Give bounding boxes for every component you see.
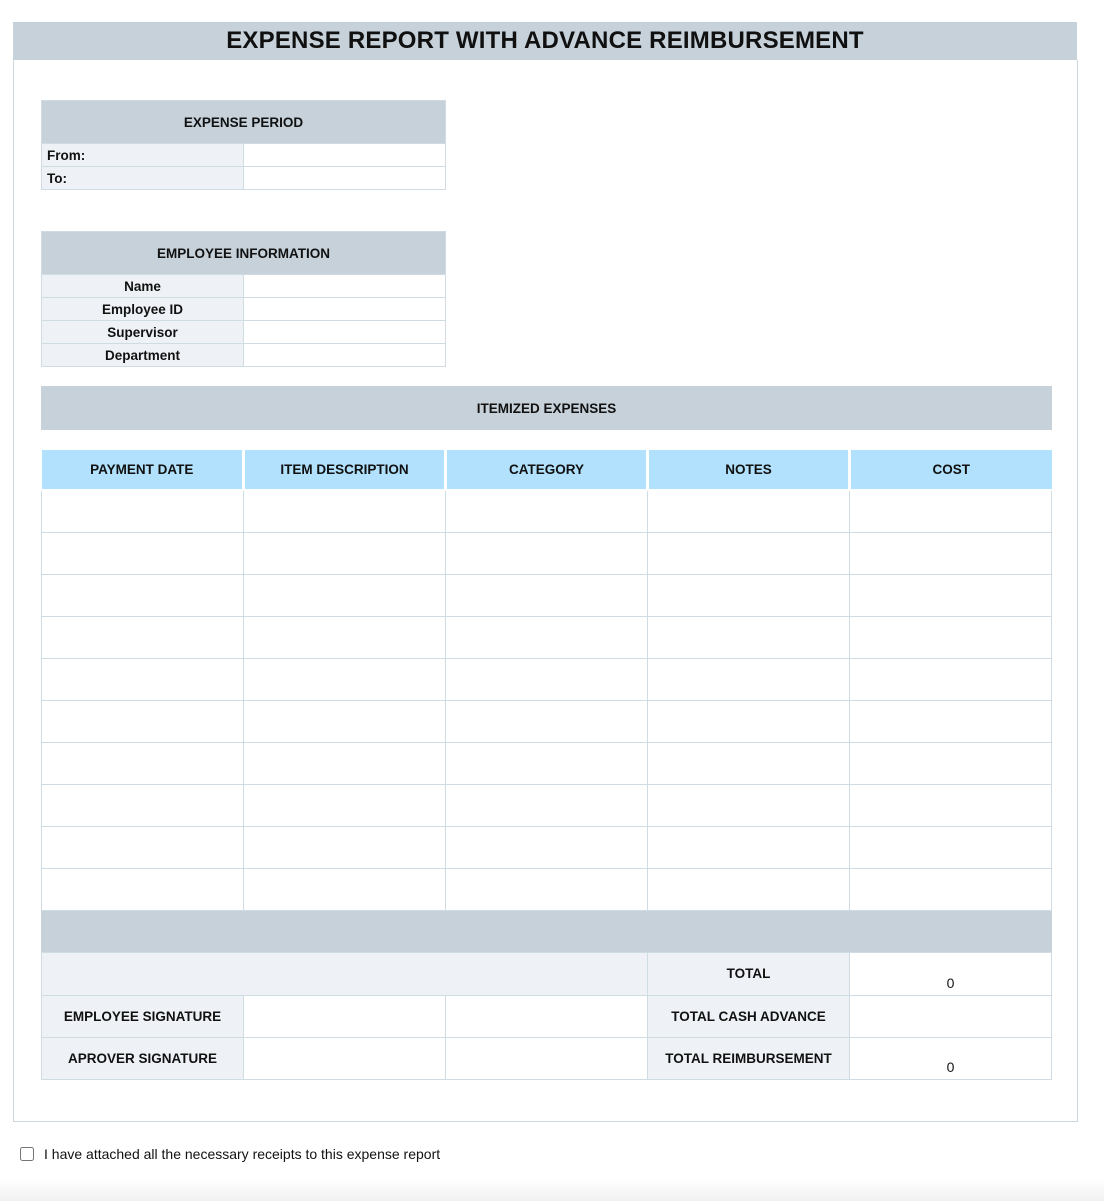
table-header-row xyxy=(42,450,1052,490)
expense-row xyxy=(42,574,1052,616)
expense-cell[interactable] xyxy=(648,784,850,826)
table-row xyxy=(42,144,446,167)
expense-cell[interactable] xyxy=(850,868,1052,910)
expense-cell[interactable] xyxy=(850,742,1052,784)
total-reimbursement-label: TOTAL REIMBURSEMENT xyxy=(648,1037,850,1079)
expense-cell[interactable] xyxy=(446,826,648,868)
expense-row xyxy=(42,784,1052,826)
expense-cell[interactable] xyxy=(244,574,446,616)
table-row xyxy=(42,275,446,298)
table-row xyxy=(42,344,446,367)
employee-signature-label: EMPLOYEE SIGNATURE xyxy=(42,995,244,1037)
table-row xyxy=(42,101,446,144)
expense-cell[interactable] xyxy=(850,784,1052,826)
separator-band-row xyxy=(42,910,1052,952)
expense-cell[interactable] xyxy=(446,700,648,742)
total-cash-advance-label: TOTAL CASH ADVANCE xyxy=(648,995,850,1037)
supervisor-label: Supervisor xyxy=(42,321,244,344)
expense-cell[interactable] xyxy=(244,742,446,784)
aprover-signature-cell[interactable] xyxy=(244,1037,446,1079)
expense-row xyxy=(42,826,1052,868)
employee-signature-row xyxy=(42,995,1052,1037)
expense-cell[interactable] xyxy=(446,490,648,532)
column-header-cost: COST xyxy=(850,450,1052,490)
expense-cell[interactable] xyxy=(648,700,850,742)
expense-row xyxy=(42,658,1052,700)
employee-id-value-cell[interactable] xyxy=(244,298,446,321)
expense-row xyxy=(42,532,1052,574)
expense-cell[interactable] xyxy=(42,574,244,616)
expense-cell[interactable] xyxy=(42,490,244,532)
column-header-category: CATEGORY xyxy=(446,450,648,490)
expense-cell[interactable] xyxy=(244,868,446,910)
expense-row xyxy=(42,868,1052,910)
to-value-cell[interactable] xyxy=(244,167,446,190)
total-cash-advance-value-cell[interactable] xyxy=(850,995,1052,1037)
supervisor-value-cell[interactable] xyxy=(244,321,446,344)
expense-cell[interactable] xyxy=(244,784,446,826)
expense-cell[interactable] xyxy=(648,532,850,574)
expense-cell[interactable] xyxy=(42,532,244,574)
employee-information-header: EMPLOYEE INFORMATION xyxy=(42,232,446,275)
total-spacer-cell xyxy=(42,952,648,995)
expense-cell[interactable] xyxy=(244,616,446,658)
page-edge-shadow xyxy=(0,1178,1104,1201)
expense-cell[interactable] xyxy=(446,658,648,700)
form-panel xyxy=(13,60,1078,1122)
expense-cell[interactable] xyxy=(42,868,244,910)
expense-row xyxy=(42,616,1052,658)
aprover-signature-row xyxy=(42,1037,1052,1079)
itemized-expenses-table xyxy=(41,450,1052,1080)
expense-row xyxy=(42,700,1052,742)
expense-cell[interactable] xyxy=(42,742,244,784)
employee-signature-extra-cell[interactable] xyxy=(446,995,648,1037)
page-title: EXPENSE REPORT WITH ADVANCE REIMBURSEMENT xyxy=(226,27,864,54)
expense-rows xyxy=(42,490,1052,910)
aprover-signature-label: APROVER SIGNATURE xyxy=(42,1037,244,1079)
employee-signature-cell[interactable] xyxy=(244,995,446,1037)
expense-cell[interactable] xyxy=(42,658,244,700)
expense-cell[interactable] xyxy=(446,574,648,616)
expense-cell[interactable] xyxy=(42,826,244,868)
expense-cell[interactable] xyxy=(446,742,648,784)
expense-cell[interactable] xyxy=(648,658,850,700)
expense-cell[interactable] xyxy=(244,658,446,700)
expense-cell[interactable] xyxy=(850,826,1052,868)
expense-cell[interactable] xyxy=(850,616,1052,658)
total-label: TOTAL xyxy=(648,952,850,995)
expense-cell[interactable] xyxy=(42,616,244,658)
expense-cell[interactable] xyxy=(446,616,648,658)
from-label: From: xyxy=(42,144,244,167)
total-value-cell[interactable]: 0 xyxy=(850,952,1052,995)
name-value-cell[interactable] xyxy=(244,275,446,298)
total-reimbursement-value-cell[interactable]: 0 xyxy=(850,1037,1052,1079)
expense-cell[interactable] xyxy=(446,784,648,826)
column-header-payment-date: PAYMENT DATE xyxy=(42,450,244,490)
expense-cell[interactable] xyxy=(850,490,1052,532)
table-row xyxy=(42,298,446,321)
receipts-checkbox-row xyxy=(20,1145,440,1163)
expense-cell[interactable] xyxy=(244,490,446,532)
department-label: Department xyxy=(42,344,244,367)
department-value-cell[interactable] xyxy=(244,344,446,367)
expense-cell[interactable] xyxy=(42,700,244,742)
expense-cell[interactable] xyxy=(648,574,850,616)
expense-period-table xyxy=(41,100,446,190)
receipts-checkbox-label: I have attached all the necessary receipts to this expense report xyxy=(44,1146,441,1162)
itemized-expenses-header: ITEMIZED EXPENSES xyxy=(41,386,1052,430)
expense-cell[interactable] xyxy=(850,700,1052,742)
name-label: Name xyxy=(42,275,244,298)
expense-cell[interactable] xyxy=(244,826,446,868)
expense-cell[interactable] xyxy=(446,868,648,910)
expense-period-header: EXPENSE PERIOD xyxy=(42,101,446,144)
expense-cell[interactable] xyxy=(648,616,850,658)
expense-cell[interactable] xyxy=(850,532,1052,574)
from-value-cell[interactable] xyxy=(244,144,446,167)
expense-cell[interactable] xyxy=(648,868,850,910)
expense-row xyxy=(42,490,1052,532)
expense-cell[interactable] xyxy=(648,490,850,532)
expense-cell[interactable] xyxy=(244,700,446,742)
receipts-checkbox[interactable] xyxy=(20,1147,34,1161)
column-header-notes: NOTES xyxy=(648,450,850,490)
aprover-signature-extra-cell[interactable] xyxy=(446,1037,648,1079)
employee-id-label: Employee ID xyxy=(42,298,244,321)
expense-cell[interactable] xyxy=(648,742,850,784)
table-row xyxy=(42,321,446,344)
total-row xyxy=(42,952,1052,995)
separator-band xyxy=(42,910,1052,952)
table-row xyxy=(42,167,446,190)
expense-row xyxy=(42,742,1052,784)
expense-cell[interactable] xyxy=(446,532,648,574)
expense-cell[interactable] xyxy=(244,532,446,574)
to-label: To: xyxy=(42,167,244,190)
column-header-item-description: ITEM DESCRIPTION xyxy=(244,450,446,490)
employee-information-table xyxy=(41,231,446,367)
table-row xyxy=(42,232,446,275)
expense-cell[interactable] xyxy=(850,574,1052,616)
expense-cell[interactable] xyxy=(42,784,244,826)
expense-cell[interactable] xyxy=(648,826,850,868)
expense-cell[interactable] xyxy=(850,658,1052,700)
report-title-bar xyxy=(13,22,1077,60)
